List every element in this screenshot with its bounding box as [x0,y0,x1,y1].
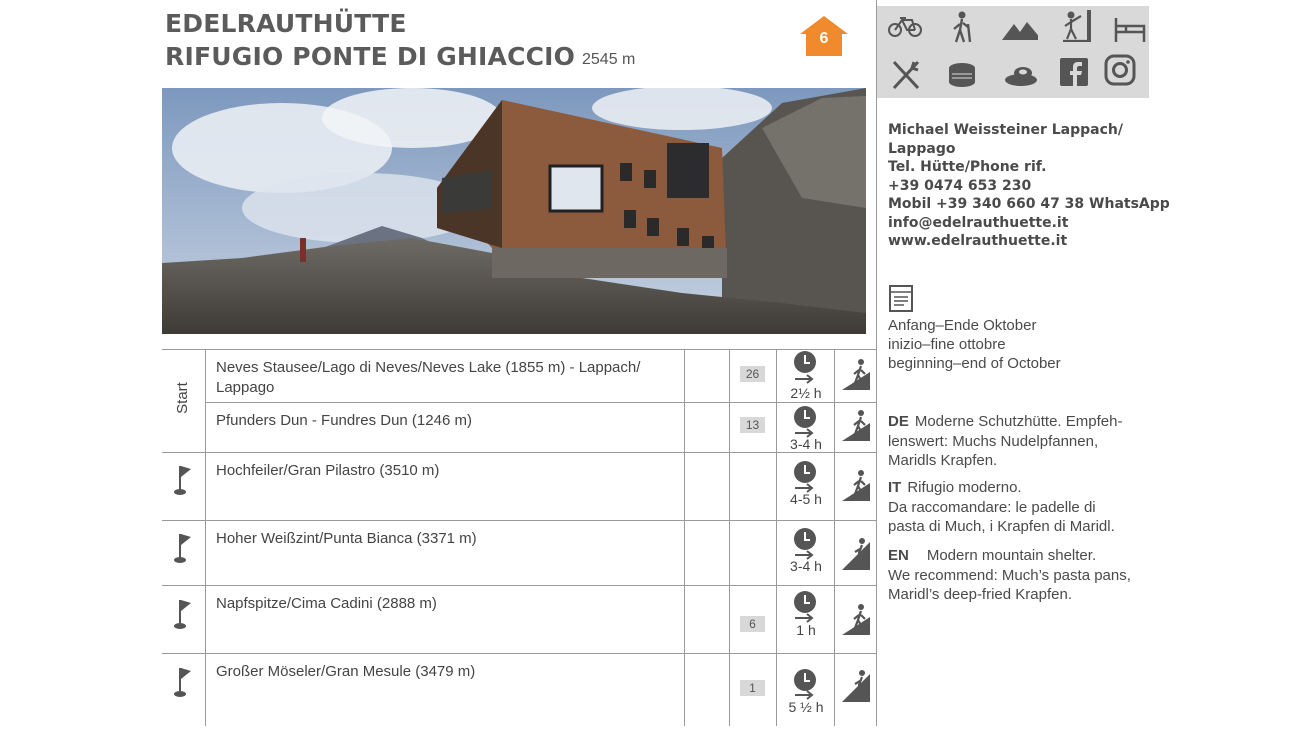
dessert-icon [1003,58,1039,92]
table-col-divider [834,349,835,726]
table-row-divider [162,585,876,586]
table-col-divider [205,349,206,726]
bed-icon [1112,12,1148,46]
hut-name-de: EDELRAUTHÜTTE [165,9,407,38]
table-col-divider [776,349,777,726]
duration-clock-icon [793,668,817,692]
trail-number: 13 [740,417,765,433]
duration: 3-4 h [790,558,822,574]
duration-clock-icon [793,527,817,551]
table-top-rule [162,349,876,350]
table-row-destination: Neves Stausee/Lago di Neves/Neves Lake (1855 m) - Lappach/ Lappago [216,359,641,396]
season-it: inizio–fine ottobre [888,336,1006,353]
cake-icon [944,58,980,92]
table-row-destination: Napfspitze/Cima Cadini (2888 m) [216,595,437,612]
website-link[interactable]: www.edelrauthuette.it [888,233,1068,249]
hut-number: 6 [819,30,829,47]
bicycle-icon [887,10,923,44]
duration: 1 h [796,622,816,638]
mobile-number[interactable]: Mobil +39 340 660 47 38 WhatsApp [888,196,1170,212]
ascent-hiker-icon [840,469,870,501]
mountains-icon [1002,12,1038,46]
ascent-hiker-icon [840,409,870,441]
table-row-divider [162,653,876,654]
duration: 5 ½ h [788,699,824,715]
trail-number: 6 [740,616,765,632]
table-row-divider [162,452,876,453]
arrow-right-icon [795,374,815,384]
summit-flag-icon [171,465,191,495]
duration: 2½ h [790,385,822,401]
duration: 3-4 h [790,436,822,452]
trail-number: 1 [740,680,765,696]
table-col-divider [684,349,685,726]
hut-name-it: RIFUGIO PONTE DI GHIACCIO [165,42,576,71]
table-row-divider [162,520,876,521]
email-link[interactable]: info@edelrauthuette.it [888,214,1069,231]
duration: 4-5 h [790,491,822,507]
contact-block [888,121,1170,251]
host-name: Michael Weissteiner Lappach/ [888,122,1123,138]
phone-number[interactable]: +39 0474 653 230 [888,177,1032,194]
mountain-hut-photo [162,88,866,334]
steep-ascent-hiker-icon [840,670,870,702]
elevation: 2545 m [582,51,636,68]
description-de: DE Moderne Schutzhütte. Empfeh- lenswert: Muchs Nudelpfannen, Maridls Krapfen. [888,413,1123,469]
start-label: Start [174,382,191,414]
table-row-destination: Pfunders Dun - Fundres Dun (1246 m) [216,412,472,429]
season-de: Anfang–Ende Oktober [888,317,1037,334]
climbing-icon [1061,8,1097,42]
duration-clock-icon [793,350,817,374]
steep-ascent-hiker-icon [840,538,870,570]
trail-number: 26 [740,366,765,382]
language-code: IT [888,479,902,496]
phone-label: Tel. Hütte/Phone rif. [888,159,1047,175]
duration-clock-icon [793,405,817,429]
summit-flag-icon [171,599,191,629]
description-it: IT Rifugio moderno. Da raccomandare: le padelle di pasta di Much, i Krapfen di Maridl. [888,479,1115,535]
instagram-icon[interactable] [1103,54,1139,88]
facebook-icon[interactable] [1057,56,1093,90]
hiker-icon [944,10,980,44]
sidebar-divider [876,0,877,726]
table-col-divider [729,349,730,726]
ascent-hiker-icon [840,358,870,390]
description-en: EN Modern mountain shelter. We recommend: Much’s pasta pans, Maridl’s deep-fried Krapfen. [888,547,1131,603]
opening-season [888,316,1061,373]
table-row-destination: Hochfeiler/Gran Pilastro (3510 m) [216,462,440,479]
host-location: Lappago [888,140,956,157]
duration-clock-icon [793,590,817,614]
duration-clock-icon [793,460,817,484]
calendar-icon [888,283,914,313]
ascent-hiker-icon [840,603,870,635]
summit-flag-icon [171,667,191,697]
season-en: beginning–end of October [888,355,1061,372]
language-code: EN [888,547,909,564]
fork-knife-icon [888,58,924,92]
table-row-destination: Hoher Weißzint/Punta Bianca (3371 m) [216,530,477,547]
summit-flag-icon [171,533,191,563]
table-row-destination: Großer Möseler/Gran Mesule (3479 m) [216,663,476,680]
language-code: DE [888,413,909,430]
